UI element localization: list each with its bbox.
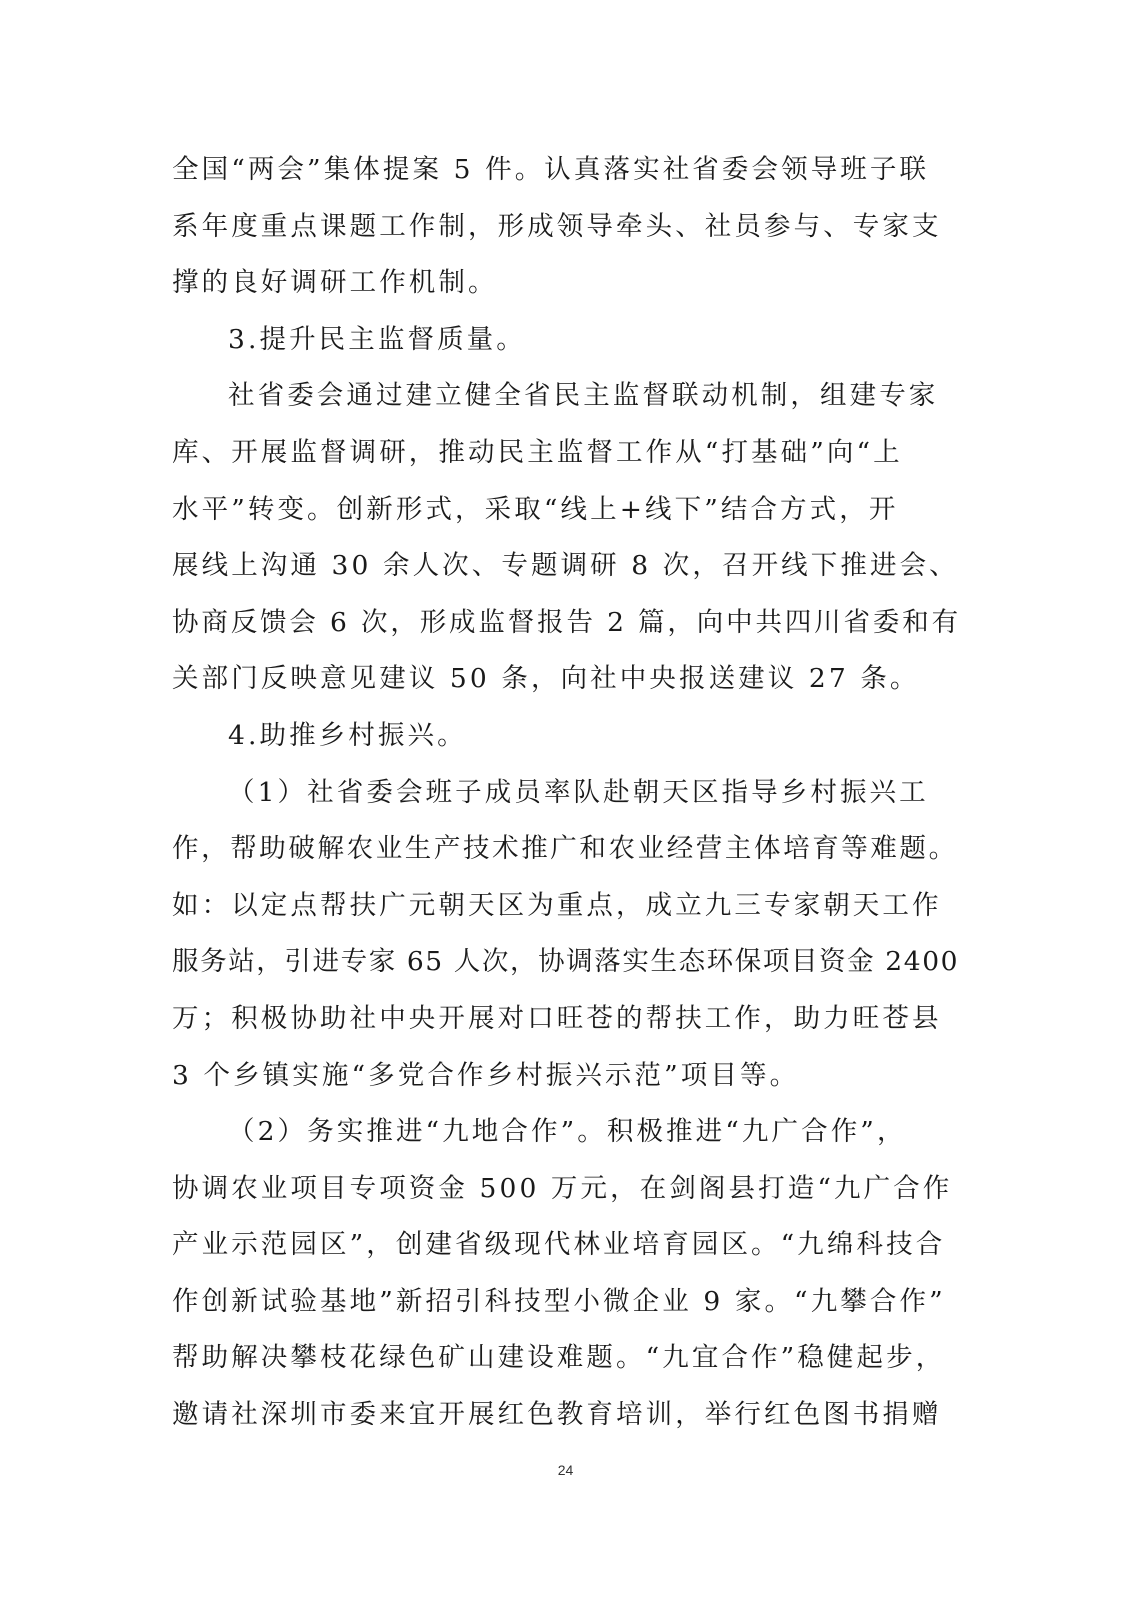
text-line: 关部门反映意见建议 50 条，向社中央报送建议 27 条。 — [172, 663, 920, 695]
text-line: 社省委会通过建立健全省民主监督联动机制，组建专家 — [228, 380, 939, 412]
text-line: 系年度重点课题工作制，形成领导牵头、社员参与、专家支 — [172, 210, 942, 242]
text-line: 作，帮助破解农业生产技术推广和农业经营主体培育等难题。 — [172, 833, 958, 865]
text-line: 作创新试验基地”新招引科技型小微企业 9 家。“九攀合作” — [172, 1285, 946, 1317]
text-line: 服务站，引进专家 65 人次，协调落实生态环保项目资金 2400 — [172, 946, 960, 978]
text-line: 协调农业项目专项资金 500 万元，在剑阁县打造“九广合作 — [172, 1172, 953, 1204]
text-line: 万；积极协助社中央开展对口旺苍的帮扶工作，助力旺苍县 — [172, 1002, 942, 1034]
text-line: 4.助推乡村振兴。 — [228, 719, 467, 751]
text-line: 撑的良好调研工作机制。 — [172, 267, 498, 299]
text-line: 帮助解决攀枝花绿色矿山建设难题。“九宜合作”稳健起步， — [172, 1342, 946, 1374]
text-line: 3 个乡镇实施“多党合作乡村振兴示范”项目等。 — [172, 1059, 800, 1091]
body-text — [172, 142, 962, 1444]
text-line: 3.提升民主监督质量。 — [228, 323, 526, 355]
page-number: 24 — [557, 1462, 574, 1478]
text-line: 如：以定点帮扶广元朝天区为重点，成立九三专家朝天工作 — [172, 889, 942, 921]
text-line: 邀请社深圳市委来宜开展红色教育培训，举行红色图书捐赠 — [172, 1399, 942, 1431]
text-line: （2）务实推进“九地合作”。积极推进“九广合作”， — [228, 1116, 907, 1148]
text-line: 库、开展监督调研，推动民主监督工作从“打基础”向“上 — [172, 436, 903, 468]
text-line: 展线上沟通 30 余人次、专题调研 8 次，召开线下推进会、 — [172, 550, 959, 582]
text-line: （1）社省委会班子成员率队赴朝天区指导乡村振兴工 — [228, 776, 929, 808]
text-line: 协商反馈会 6 次，形成监督报告 2 篇，向中共四川省委和有 — [172, 606, 961, 638]
text-line: 全国“两会”集体提案 5 件。认真落实社省委会领导班子联 — [172, 154, 930, 185]
text-line: 产业示范园区”，创建省级现代林业培育园区。“九绵科技合 — [172, 1229, 946, 1261]
text-line: 水平”转变。创新形式，采取“线上+线下”结合方式，开 — [172, 493, 899, 525]
